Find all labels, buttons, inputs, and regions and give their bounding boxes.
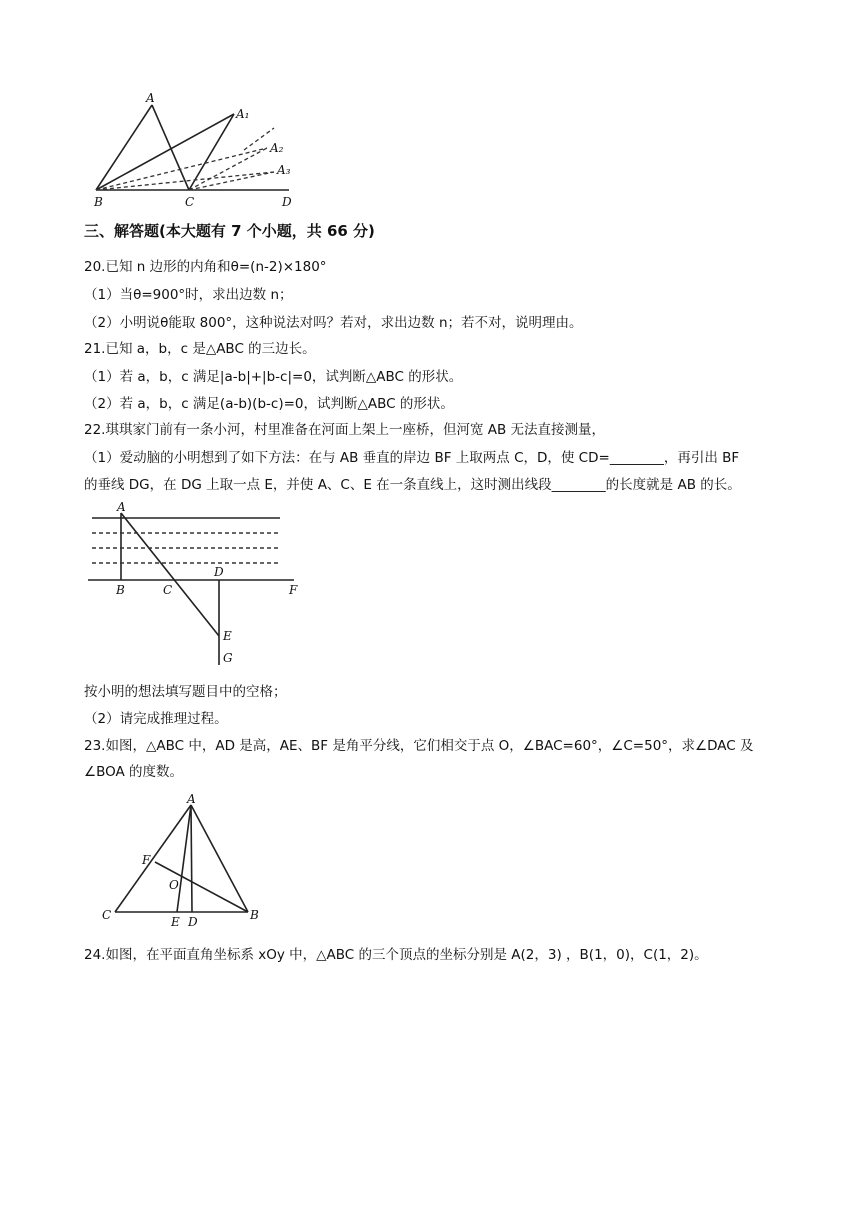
- figure-triangle: [95, 792, 275, 932]
- label-b: B: [94, 195, 103, 209]
- label-b: B: [250, 908, 259, 922]
- label-c: C: [163, 583, 173, 597]
- label-c: C: [102, 908, 112, 922]
- label-e: E: [223, 629, 232, 643]
- altitude-ad: [191, 805, 192, 912]
- q22-part2: （2）请完成推理过程。: [84, 711, 228, 727]
- segment-ac: [152, 105, 189, 190]
- q21-part2: （2）若 a，b，c 满足(a-b)(b-c)=0，试判断△ABC 的形状。: [84, 396, 454, 412]
- section-heading: 三、解答题(本大题有 7 个小题，共 66 分): [84, 222, 375, 240]
- label-b: B: [116, 583, 125, 597]
- label-d: D: [214, 565, 224, 579]
- label-f: F: [289, 583, 298, 597]
- label-a: A: [117, 500, 126, 514]
- segment-ae: [121, 513, 219, 636]
- figure-river: [84, 500, 304, 670]
- label-d: D: [282, 195, 292, 209]
- label-d: D: [188, 915, 198, 929]
- q20-part2: （2）小明说θ能取 800°，这种说法对吗？若对，求出边数 n；若不对，说明理由。: [84, 315, 583, 331]
- q21-stem: 21.已知 a，b，c 是△ABC 的三边长。: [84, 341, 316, 357]
- label-o: O: [169, 878, 179, 892]
- figure-moving-apex: [84, 90, 304, 210]
- segment-ba1: [96, 114, 234, 190]
- label-a3: A₃: [277, 163, 291, 177]
- q20-part1: （1）当θ=900°时，求出边数 n；: [84, 287, 293, 303]
- label-a: A: [187, 792, 196, 806]
- q20-stem: 20.已知 n 边形的内角和θ=(n-2)×180°: [84, 259, 327, 275]
- label-f: F: [142, 853, 151, 867]
- label-a: A: [146, 91, 155, 105]
- q22-after-figure: 按小明的想法填写题目中的空格；: [84, 684, 287, 700]
- label-a1: A₁: [236, 107, 250, 121]
- q22-stem: 22.琪琪家门前有一条小河，村里准备在河面上架上一座桥，但河宽 AB 无法直接测量，: [84, 422, 606, 438]
- segment-ca1: [189, 114, 234, 190]
- q24-line1: 24.如图，在平面直角坐标系 xOy 中，△ABC 的三个顶点的坐标分别是 A(2，3) ，B(1，0)，C(1，2)。: [84, 947, 708, 963]
- label-e: E: [171, 915, 180, 929]
- q23-line1: 23.如图，△ABC 中，AD 是高，AE、BF 是角平分线，它们相交于点 O，∠BAC=60°，∠C=50°，求∠DAC 及: [84, 738, 754, 754]
- segment-ca3: [189, 172, 274, 190]
- q23-line2: ∠BOA 的度数。: [84, 764, 184, 780]
- q22-part1-line1: （1）爱动脑的小明想到了如下方法：在与 AB 垂直的岸边 BF 上取两点 C，D，使 CD=________，再引出 BF: [84, 450, 740, 466]
- segment-ba: [96, 105, 152, 190]
- q22-part1-line2: 的垂线 DG，在 DG 上取一点 E，并使 A、C、E 在一条直线上，这时测出线段________的长度就是 AB 的长。: [84, 477, 741, 493]
- label-a2: A₂: [270, 141, 284, 155]
- q21-part1: （1）若 a，b，c 满足|a-b|+|b-c|=0，试判断△ABC 的形状。: [84, 369, 463, 385]
- label-g: G: [223, 651, 233, 665]
- label-c: C: [185, 195, 195, 209]
- segment-ba2: [96, 148, 267, 190]
